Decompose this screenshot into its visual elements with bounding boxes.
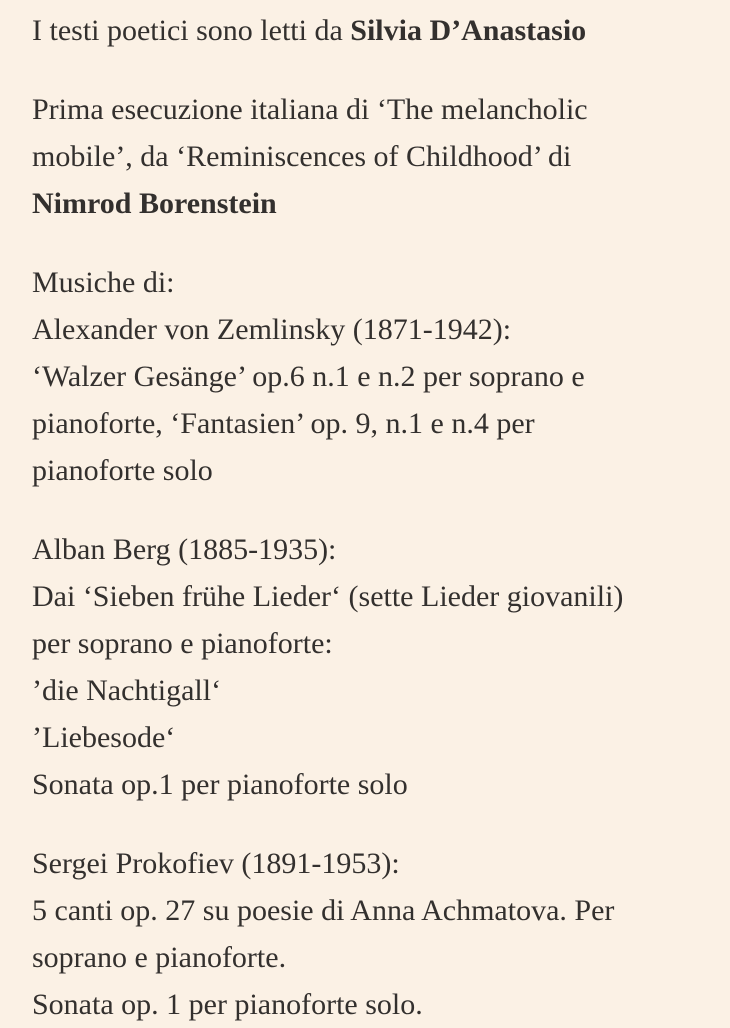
- reader-name: Silvia D’Anastasio: [350, 14, 587, 47]
- premiere-line-2: mobile’, da ‘Reminiscences of Childhood’ di: [32, 140, 572, 173]
- berg-composer: Alban Berg (1885-1935):: [32, 533, 337, 566]
- premiere-composer: Nimrod Borenstein: [32, 187, 277, 220]
- zemlinsky-paragraph: [32, 259, 710, 494]
- berg-song-1: ’die Nachtigall‘: [32, 674, 222, 707]
- premiere-line-1: Prima esecuzione italiana di ‘The melancholic: [32, 93, 588, 126]
- zemlinsky-composer: Alexander von Zemlinsky (1871-1942):: [32, 313, 512, 346]
- zemlinsky-line-2: pianoforte, ‘Fantasien’ op. 9, n.1 e n.4 per: [32, 407, 535, 440]
- reader-paragraph: [32, 7, 710, 54]
- music-heading: Musiche di:: [32, 266, 175, 299]
- prokofiev-composer: Sergei Prokofiev (1891-1953):: [32, 847, 400, 880]
- zemlinsky-line-1: ‘Walzer Gesänge’ op.6 n.1 e n.2 per soprano e: [32, 360, 585, 393]
- berg-line-1: Dai ‘Sieben frühe Lieder‘ (sette Lieder giovanili): [32, 580, 624, 613]
- prokofiev-sonata: Sonata op. 1 per pianoforte solo.: [32, 988, 423, 1021]
- berg-sonata: Sonata op.1 per pianoforte solo: [32, 768, 408, 801]
- prokofiev-line-1: 5 canti op. 27 su poesie di Anna Achmatova. Per: [32, 894, 615, 927]
- reader-line: [32, 7, 710, 54]
- berg-line-2: per soprano e pianoforte:: [32, 627, 333, 660]
- premiere-paragraph: [32, 86, 710, 227]
- prokofiev-paragraph: [32, 840, 710, 1028]
- prokofiev-line-2: soprano e pianoforte.: [32, 941, 287, 974]
- reader-text: I testi poetici sono letti da: [32, 14, 343, 47]
- zemlinsky-line-3: pianoforte solo: [32, 454, 213, 487]
- berg-paragraph: [32, 526, 710, 808]
- berg-song-2: ’Liebesode‘: [32, 721, 176, 754]
